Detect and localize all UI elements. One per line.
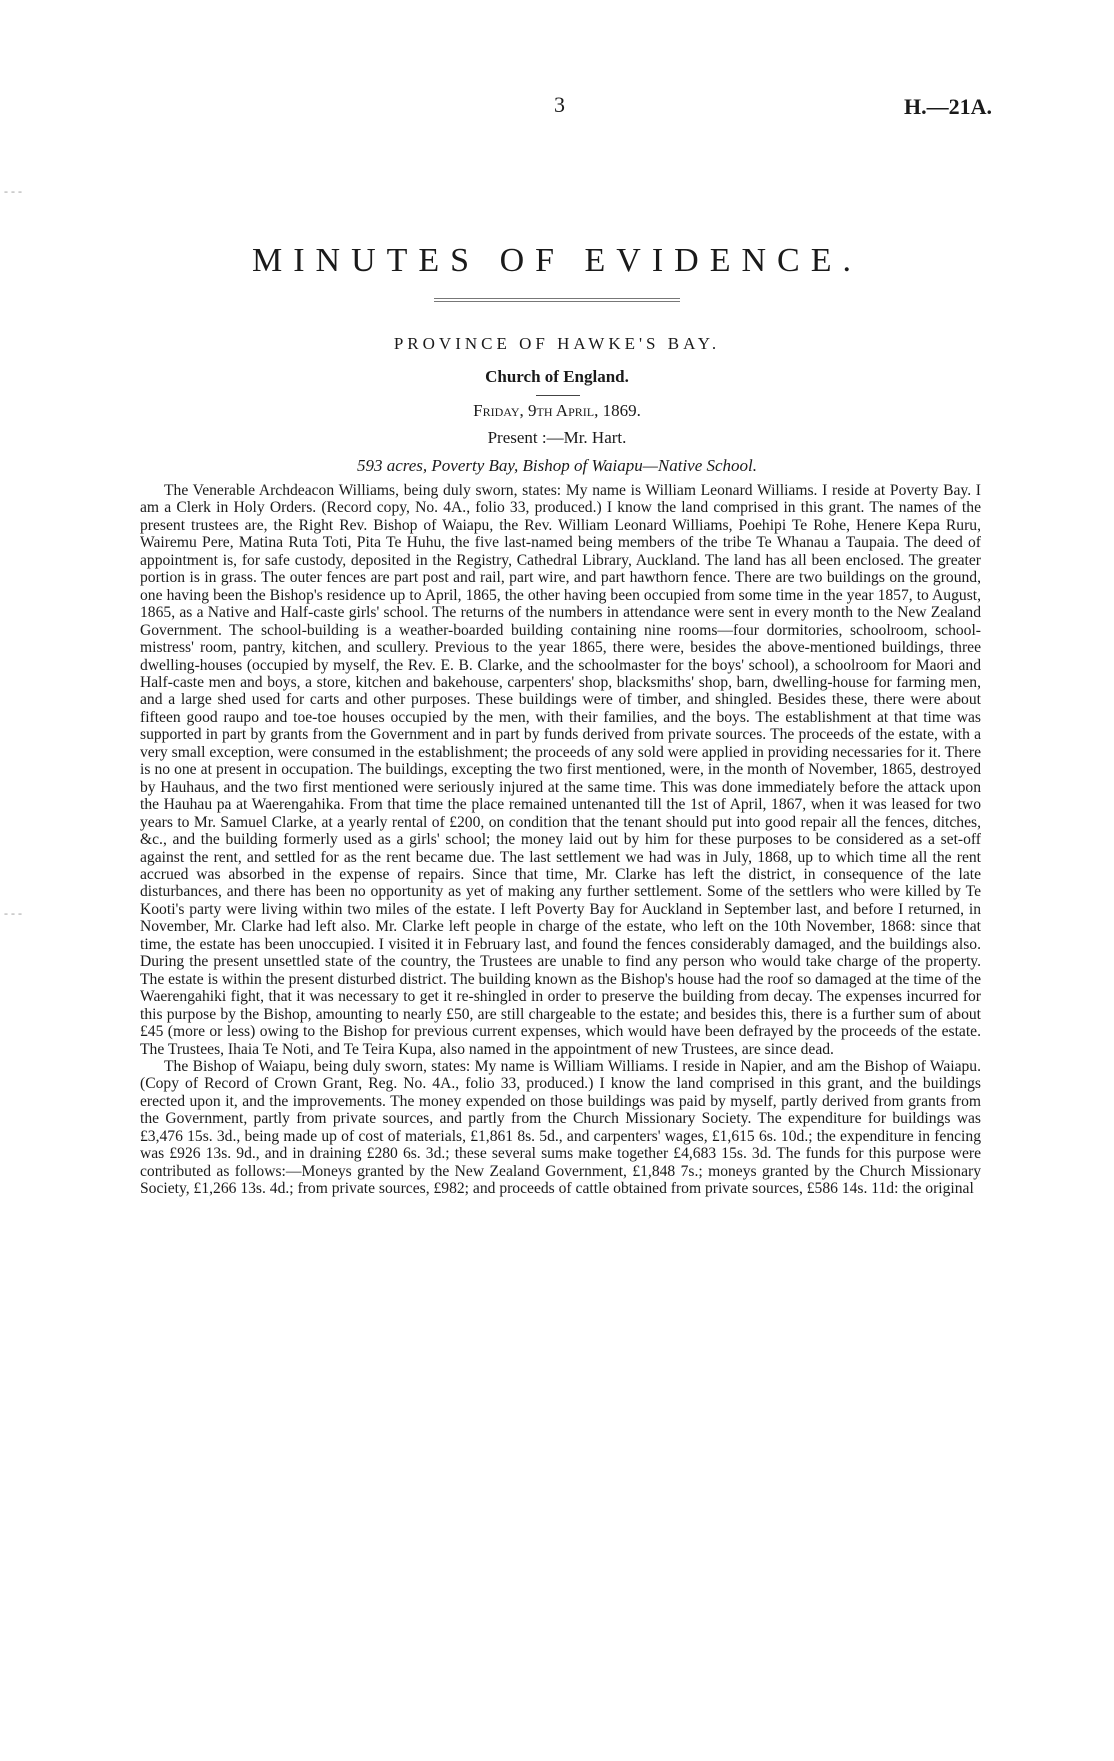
province-heading: PROVINCE OF HAWKE'S BAY.	[393, 334, 721, 353]
evidence-paragraph-bishop: The Bishop of Waiapu, being duly sworn, states: My name is William Williams. I reside in Napier, and am the Bishop of Waiapu. (Copy of Record of Crown Grant, Reg. No. 4A., folio 33, produced.) I know the land comprised in this grant, and the buildings erected upon it, and the improvements. The money expended on those buildings was paid by myself, partly derived from grants from the Government, partly from private sources, and partly from the Church Missionary Society. The expenditure for buildings was £3,476 15s. 3d., being made up of cost of materials, £1,861 8s. 5d., and carpenters' wages, £1,615 6s. 10d.; the expenditure in fencing was £926 13s. 9d., and in draining £280 6s. 3d.; these several sums make together £4,683 15s. 3d. The funds for this purpose were contributed as follows:—Moneys granted by the New Zealand Government, £1,848 7s.; moneys granted by the Church Missionary Society, £1,266 13s. 4d.; from private sources, £982; and proceeds of cattle obtained from private sources, £586 14s. 11d: the original	[140, 1057, 981, 1198]
margin-mark: - - -	[4, 906, 22, 920]
page-reference: H.—21A.	[904, 94, 992, 119]
evidence-paragraph-williams: The Venerable Archdeacon Williams, being duly sworn, states: My name is William Leonard Williams. I reside at Poverty Bay. I am a Clerk in Holy Orders. (Record copy, No. 4A., folio 33, produced.) I know the land comprised in this grant. The names of the present trustees are, the Right Rev. Bishop of Waiapu, the Rev. William Leonard Williams, Poehipi Te Rohe, Henere Kepa Ruru, Wairemu Pere, Matina Ruta Toti, Pita Te Huhu, the five last-named being members of the tribe Te Whanau a Taupaia. The deed of appointment is, for safe custody, deposited in the Registry, Cathedral Library, Auckland. The land has all been enclosed. The greater portion is in grass. The outer fences are part post and rail, part wire, and part hawthorn fence. There are two buildings on the ground, one having been the Bishop's residence up to April, 1865, the other having been occupied from some time in the year 1857, to August, 1865, as a Native and Half-caste girls' school. The returns of the numbers in attendance were sent in every month to the New Zealand Government. The school-building is a weather-boarded building containing nine rooms—four dormitories, schoolroom, school-mistress' room, pantry, kitchen, and scullery. Previous to the year 1865, there were, besides the above-mentioned buildings, three dwelling-houses (occupied by myself, the Rev. E. B. Clarke, and the schoolmaster for the boys' school), a schoolroom for Maori and Half-caste men and boys, a store, kitchen and bakehouse, carpenters' shop, blacksmiths' shop, barn, dwelling-house for farming men, and a large shed used for carts and other purposes. These buildings were of timber, and shingled. Besides these, there were about fifteen good raupo and toe-toe houses occupied by the men, with their families, and the boys. The establishment at that time was supported in part by grants from the Government and in part by funds derived from private sources. The proceeds of the estate, with a very small exception, were consumed in the establishment; the proceeds of any sold were applied in providing necessaries for it. There is no one at present in occupation. The buildings, excepting the two first mentioned, were, in the month of November, 1865, destroyed by Hauhaus, and the two first mentioned were seriously injured at the same time. This was done immediately before the attack upon the Hauhau pa at Waerengahika. From that time the place remained untenanted till the 1st of April, 1867, when it was leased for two years to Mr. Samuel Clarke, at a yearly rental of £200, on condition that the tenant should put into good repair all the fences, ditches, &c., and the building formerly used as a girls' school; the money laid out by him for these purposes to be considered as a set-off against the rent, and settled for as the rent became due. The last settlement we had was in July, 1868, up to which time all the rent accrued was absorbed in the expense of repairs. Since that time, Mr. Clarke has left the district, in consequence of the late disturbances, and there has been no opportunity as yet of making any further settlement. Some of the settlers who were killed by Te Kooti's party were living within two miles of the estate. I left Poverty Bay for Auckland in September last, and before I returned, in November, Mr. Clarke had left also. Mr. Clarke left people in charge of the estate, who left on the 10th November, 1868: since that time, the estate has been unoccupied. I visited it in February last, and found the fences considerably damaged, and the buildings also. During the present unsettled state of the country, the Trustees are unable to find any person who would take charge of the property. The estate is within the present disturbed district. The building known as the Bishop's house had the roof so damaged at the time of the Waerengahiki fight, that it was necessary to get it re-shingled in order to preserve the building from decay. The expenses incurred for this purpose by the Bishop, amounting to nearly £50, are still chargeable to the estate; and besides this, there is a further sum of about £45 (more or less) owing to the Bishop for previous current expenses, which would have been defrayed by the proceeds of the estate. The Trustees, Ihaia Te Noti, and Te Teira Kupa, also named in the appointment of new Trustees, are since dead.	[140, 482, 981, 1058]
church-heading: Church of England.	[485, 367, 629, 386]
main-heading: MINUTES OF EVIDENCE.	[251, 242, 863, 279]
present-line: Present :—Mr. Hart.	[487, 428, 627, 447]
page-number: 3	[554, 92, 565, 117]
land-subheading: 593 acres, Poverty Bay, Bishop of Waiapu—Native School.	[356, 456, 758, 475]
sitting-date: Friday, 9th April, 1869.	[473, 401, 641, 420]
heading-rule	[434, 298, 680, 302]
margin-mark: - - -	[4, 184, 22, 198]
church-rule	[536, 395, 580, 396]
evidence-body	[140, 482, 981, 1198]
